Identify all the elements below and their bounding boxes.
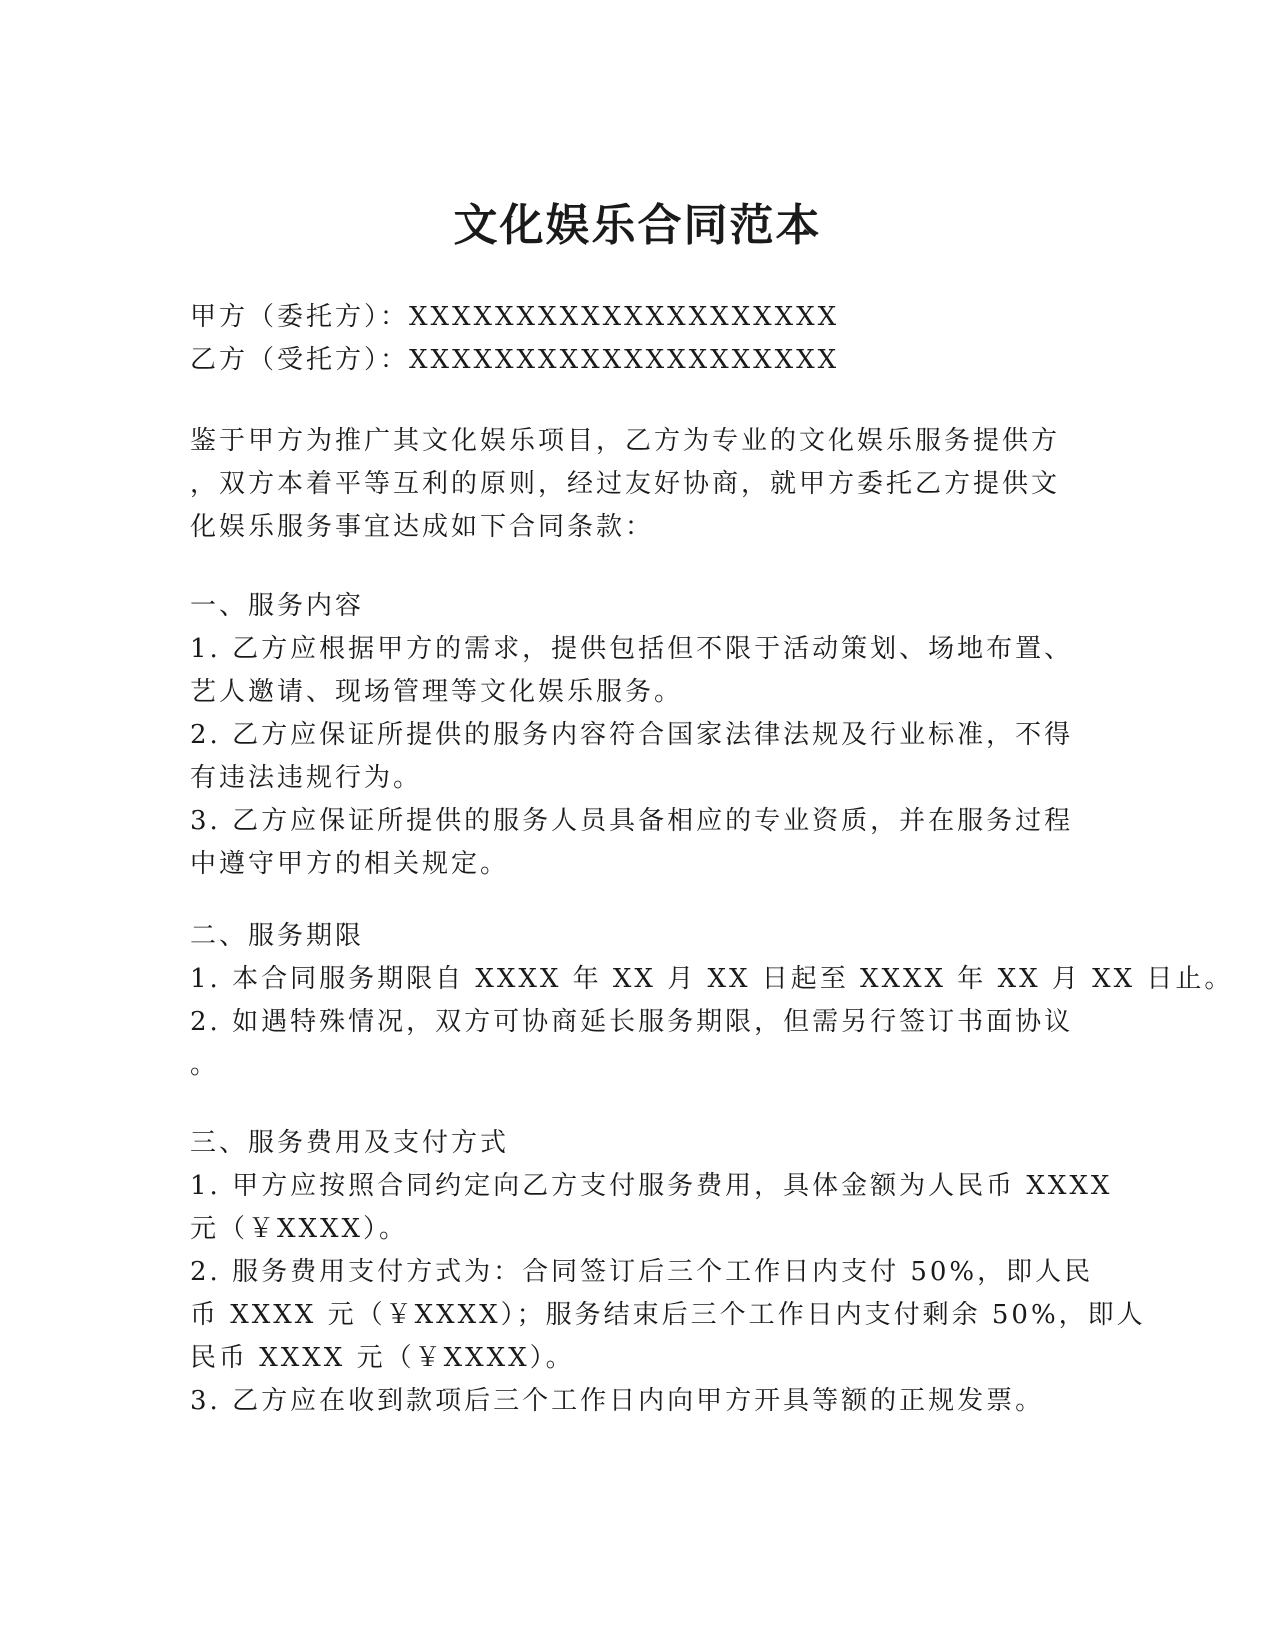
clause-line: 2. 如遇特殊情况，双方可协商延长服务期限，但需另行签订书面协议 <box>190 1007 1074 1037</box>
party-a-line: 甲方（委托方）：XXXXXXXXXXXXXXXXXXXX <box>190 302 840 332</box>
section-service-content <box>190 585 1090 886</box>
preamble-paragraph <box>190 420 1090 549</box>
clause-line: 2. 服务费用支付方式为：合同签订后三个工作日内支付 50%，即人民 <box>190 1257 1094 1287</box>
section-heading: 三、服务费用及支付方式 <box>190 1128 510 1158</box>
preamble-line: 化娱乐服务事宜达成如下合同条款： <box>190 512 655 542</box>
clause-line: 1. 本合同服务期限自 XXXX 年 XX 月 XX 日起至 XXXX 年 XX 月 XX 日止。 <box>190 964 1234 994</box>
party-b-line: 乙方（受托方）：XXXXXXXXXXXXXXXXXXXX <box>190 345 840 375</box>
section-heading: 二、服务期限 <box>190 921 365 951</box>
document-title: 文化娱乐合同范本 <box>453 200 822 251</box>
clause-line: 有违法违规行为。 <box>190 763 423 793</box>
clause-line: 民币 XXXX 元（￥XXXX）。 <box>190 1343 575 1373</box>
section-fees-payment <box>190 1122 1146 1423</box>
clause-line: 元（￥XXXX）。 <box>190 1214 409 1244</box>
section-heading: 一、服务内容 <box>190 591 365 621</box>
section-service-term <box>190 915 1234 1087</box>
clause-line: 。 <box>190 1050 220 1080</box>
clause-line: 2. 乙方应保证所提供的服务内容符合国家法律法规及行业标准，不得 <box>190 720 1074 750</box>
clause-line: 3. 乙方应保证所提供的服务人员具备相应的专业资质，并在服务过程 <box>190 806 1074 836</box>
clause-line: 艺人邀请、现场管理等文化娱乐服务。 <box>190 677 684 707</box>
clause-line: 3. 乙方应在收到款项后三个工作日内向甲方开具等额的正规发票。 <box>190 1386 1045 1416</box>
clause-line: 中遵守甲方的相关规定。 <box>190 849 510 879</box>
preamble-line: ，双方本着平等互利的原则，经过友好协商，就甲方委托乙方提供文 <box>190 469 1061 499</box>
preamble-line: 鉴于甲方为推广其文化娱乐项目，乙方为专业的文化娱乐服务提供方 <box>190 426 1061 456</box>
clause-line: 币 XXXX 元（￥XXXX）；服务结束后三个工作日内支付剩余 50%，即人 <box>190 1300 1146 1330</box>
clause-line: 1. 甲方应按照合同约定向乙方支付服务费用，具体金额为人民币 XXXX <box>190 1171 1113 1201</box>
clause-line: 1. 乙方应根据甲方的需求，提供包括但不限于活动策划、场地布置、 <box>190 634 1074 664</box>
parties-block <box>190 296 1090 382</box>
